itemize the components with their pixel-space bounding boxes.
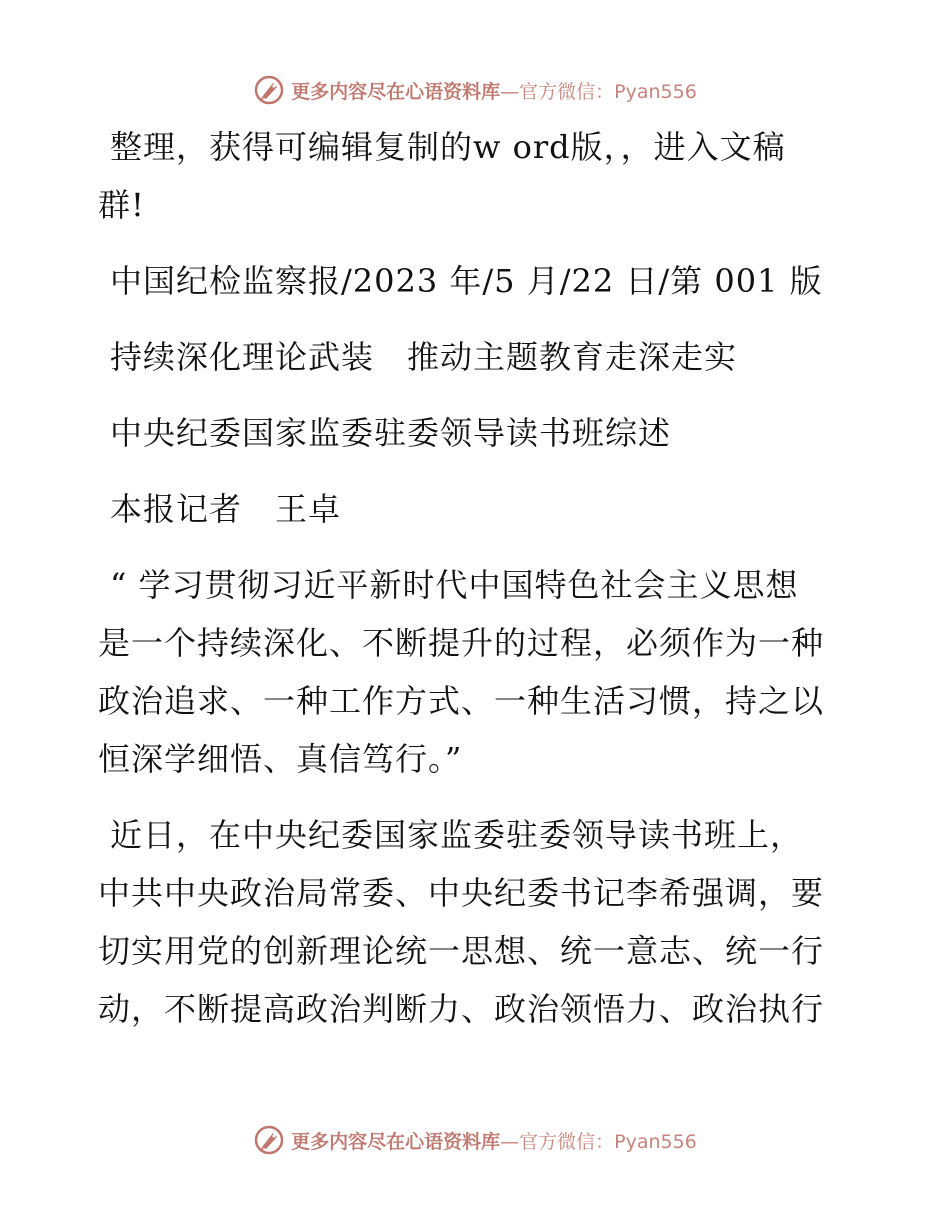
body-line-1: 近日，在中央纪委国家监委驻委领导读书班上， bbox=[110, 816, 804, 854]
body-line-4: 动，不断提高政治判断力、政治领悟力、政治执行 bbox=[98, 990, 825, 1028]
body-paragraph bbox=[98, 806, 858, 1038]
watermark-left-text: 更多内容尽在心语资料库 bbox=[291, 80, 501, 103]
watermark-text bbox=[291, 1127, 697, 1154]
quote-line-1: “ 学习贯彻习近平新时代中国特色社会主义思想 bbox=[110, 566, 799, 604]
intro-line-2: 群! bbox=[98, 186, 145, 224]
intro-paragraph bbox=[98, 118, 858, 234]
watermark-text bbox=[291, 77, 697, 104]
subheadline-text: 中央纪委国家监委驻委领导读书班综述 bbox=[110, 414, 672, 452]
pen-nib-logo-icon bbox=[253, 74, 285, 106]
subheadline bbox=[98, 404, 858, 462]
byline bbox=[98, 480, 858, 538]
watermark-right-text: 官方微信：Pyan556 bbox=[519, 80, 697, 103]
quote-line-3: 政治追求、一种工作方式、一种生活习惯，持之以 bbox=[98, 682, 825, 720]
footer-watermark bbox=[0, 1120, 950, 1160]
source-text: 中国纪检监察报/2023 年/5 月/22 日/第 001 版 bbox=[110, 262, 823, 300]
body-line-2: 中共中央政治局常委、中央纪委书记李希强调，要 bbox=[98, 874, 825, 912]
headline bbox=[98, 328, 858, 386]
byline-text: 本报记者 王卓 bbox=[110, 490, 342, 528]
headline-text: 持续深化理论武装 推动主题教育走深走实 bbox=[110, 338, 738, 376]
header-watermark bbox=[0, 70, 950, 110]
quote-line-4: 恒深学细悟、真信笃行。” bbox=[98, 740, 463, 778]
intro-line-1: 整理，获得可编辑复制的w ord版，，进入文稿 bbox=[110, 128, 786, 166]
pen-nib-logo-icon bbox=[253, 1124, 285, 1156]
watermark-dash: — bbox=[500, 1130, 520, 1153]
quote-paragraph bbox=[98, 556, 858, 788]
watermark-left-text: 更多内容尽在心语资料库 bbox=[291, 1130, 501, 1153]
source-line bbox=[98, 252, 858, 310]
watermark-dash: — bbox=[500, 80, 520, 103]
document-body bbox=[98, 118, 858, 1056]
body-line-3: 切实用党的创新理论统一思想、统一意志、统一行 bbox=[98, 932, 825, 970]
quote-line-2: 是一个持续深化、不断提升的过程，必须作为一种 bbox=[98, 624, 825, 662]
watermark-right-text: 官方微信：Pyan556 bbox=[519, 1130, 697, 1153]
